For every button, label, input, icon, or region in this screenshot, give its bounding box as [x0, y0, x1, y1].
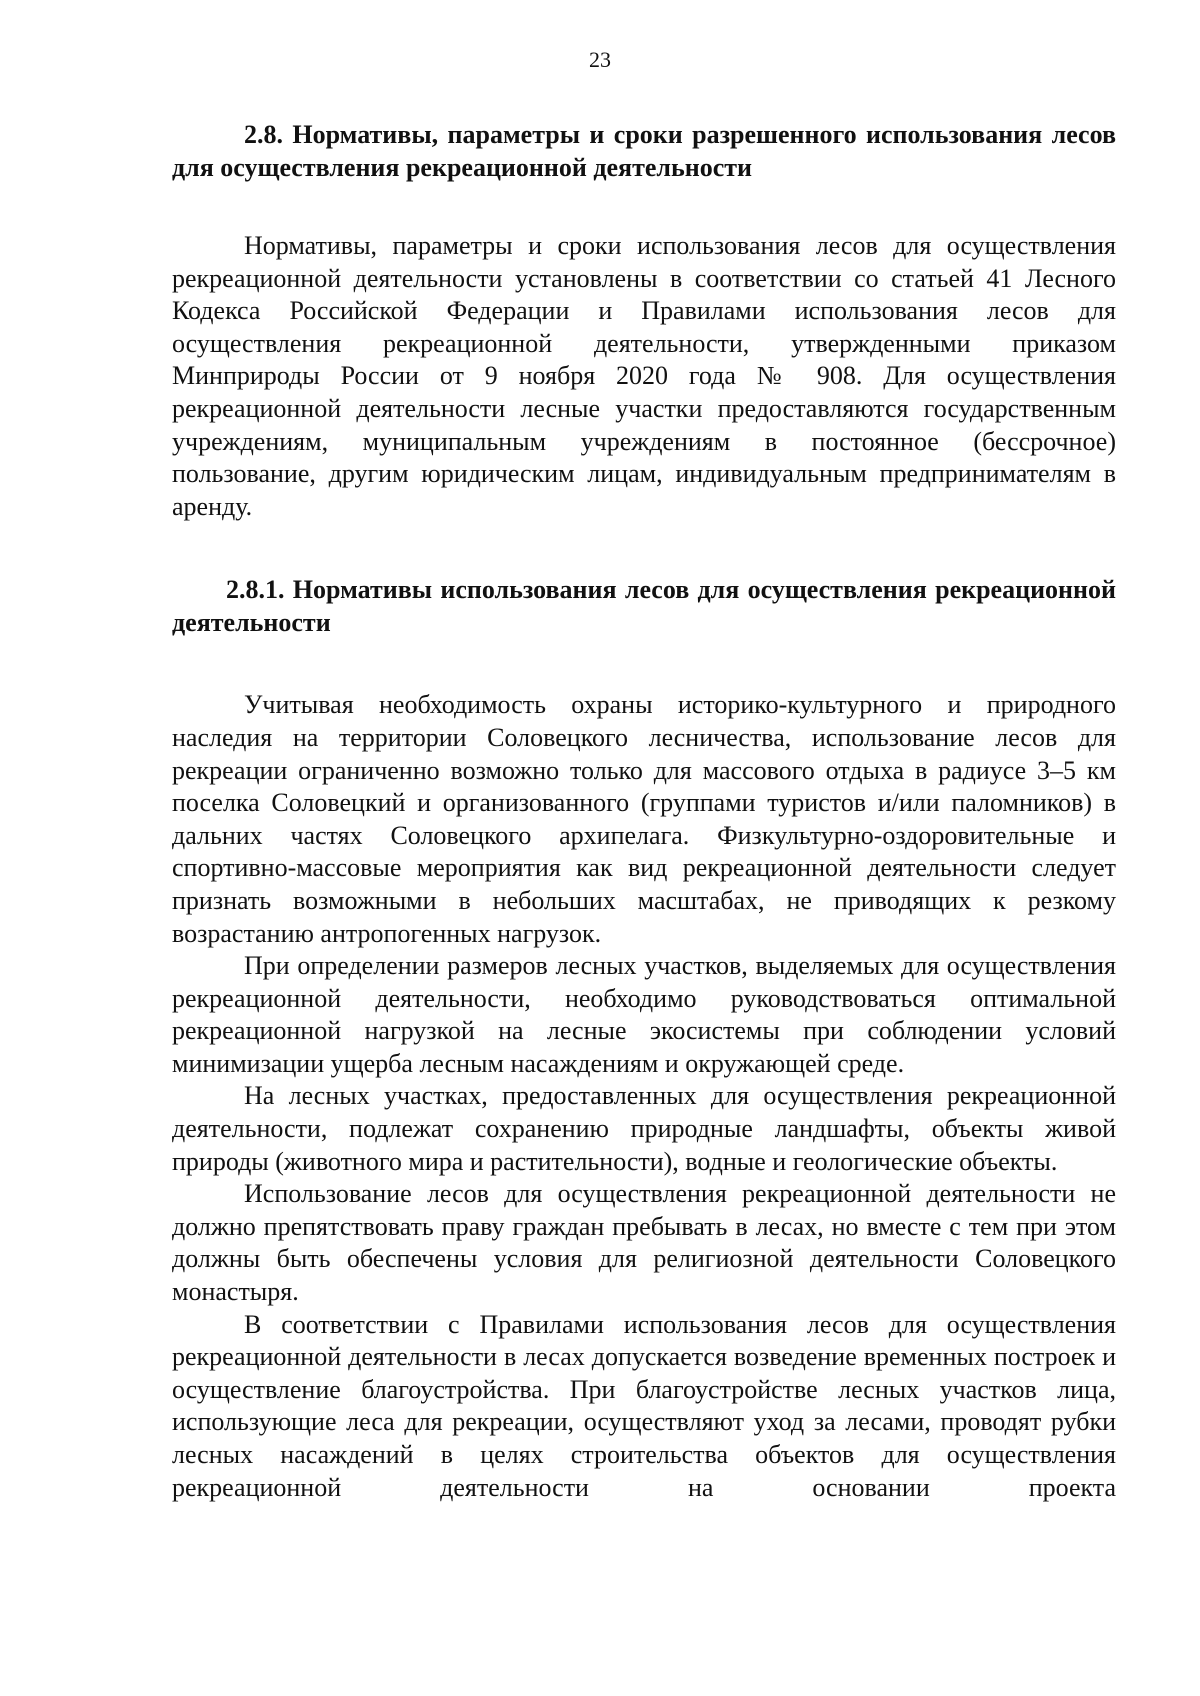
section-heading-2-8-1: 2.8.1. Нормативы использования лесов для осуществления рекреационной деятельности — [172, 575, 1116, 638]
paragraph: На лесных участках, предоставленных для осуществления рекреационной деятельности, подлежат сохранению природные ландшафты, объекты живой природы (животного мира и растительности), водные и геологические объекты. — [172, 1081, 1116, 1176]
paragraph: Использование лесов для осуществления рекреационной деятельности не должно препятствовать праву граждан пребывать в лесах, но вместе с тем при этом должны быть обеспечены условия для религиозной деятельности Соловецкого монастыря. — [172, 1179, 1116, 1307]
page-content — [172, 118, 1116, 1504]
paragraph: Учитывая необходимость охраны историко-культурного и природного наследия на территории Соловецкого лесничества, использование лесов для рекреации ограниченно возможно только для массового отдыха в радиусе 3–5 км поселка Соловецкий и организованного (группами туристов и/или паломников) в дальних частях Соловецкого архипелага. Физкультурно-оздоровительные и спортивно-массовые мероприятия как вид рекреационной деятельности следует признать возможными в небольших масштабах, не приводящих к резкому возрастанию антропогенных нагрузок. — [172, 690, 1116, 948]
page-number: 23 — [589, 47, 611, 72]
paragraph: При определении размеров лесных участков, выделяемых для осуществления рекреационной деятельности, необходимо руководствоваться оптимальной рекреационной нагрузкой на лесные экосистемы при соблюдении условий минимизации ущерба лесным насаждениям и окружающей среде. — [172, 951, 1116, 1078]
section-heading-2-8: 2.8. Нормативы, параметры и сроки разрешенного использования лесов для осуществления рекреационной деятельности — [172, 120, 1116, 182]
paragraph: В соответствии с Правилами использования лесов для осуществления рекреационной деятельности в лесах допускается возведение временных построек и осуществление благоустройства. При благоустройстве лесных участков лица, использующие леса для рекреации, осуществляют уход за лесами, проводят рубки лесных насаждений в целях строительства объектов для осуществления рекреационной деятельности на основании проекта — [172, 1309, 1116, 1502]
paragraph: Нормативы, параметры и сроки использования лесов для осуществления рекреационной деятельности установлены в соответствии со статьей 41 Лесного Кодекса Российской Федерации и Правилами использования лесов для осуществления рекреационной деятельности, утвержденными приказом Минприроды России от 9 ноября 2020 года № 908. Для осуществления рекреационной деятельности лесные участки предоставляются государственным учреждениям, муниципальным учреждениям в постоянное (бессрочное) пользование, другим юридическим лицам, индивидуальным предпринимателям в аренду. — [172, 231, 1116, 521]
